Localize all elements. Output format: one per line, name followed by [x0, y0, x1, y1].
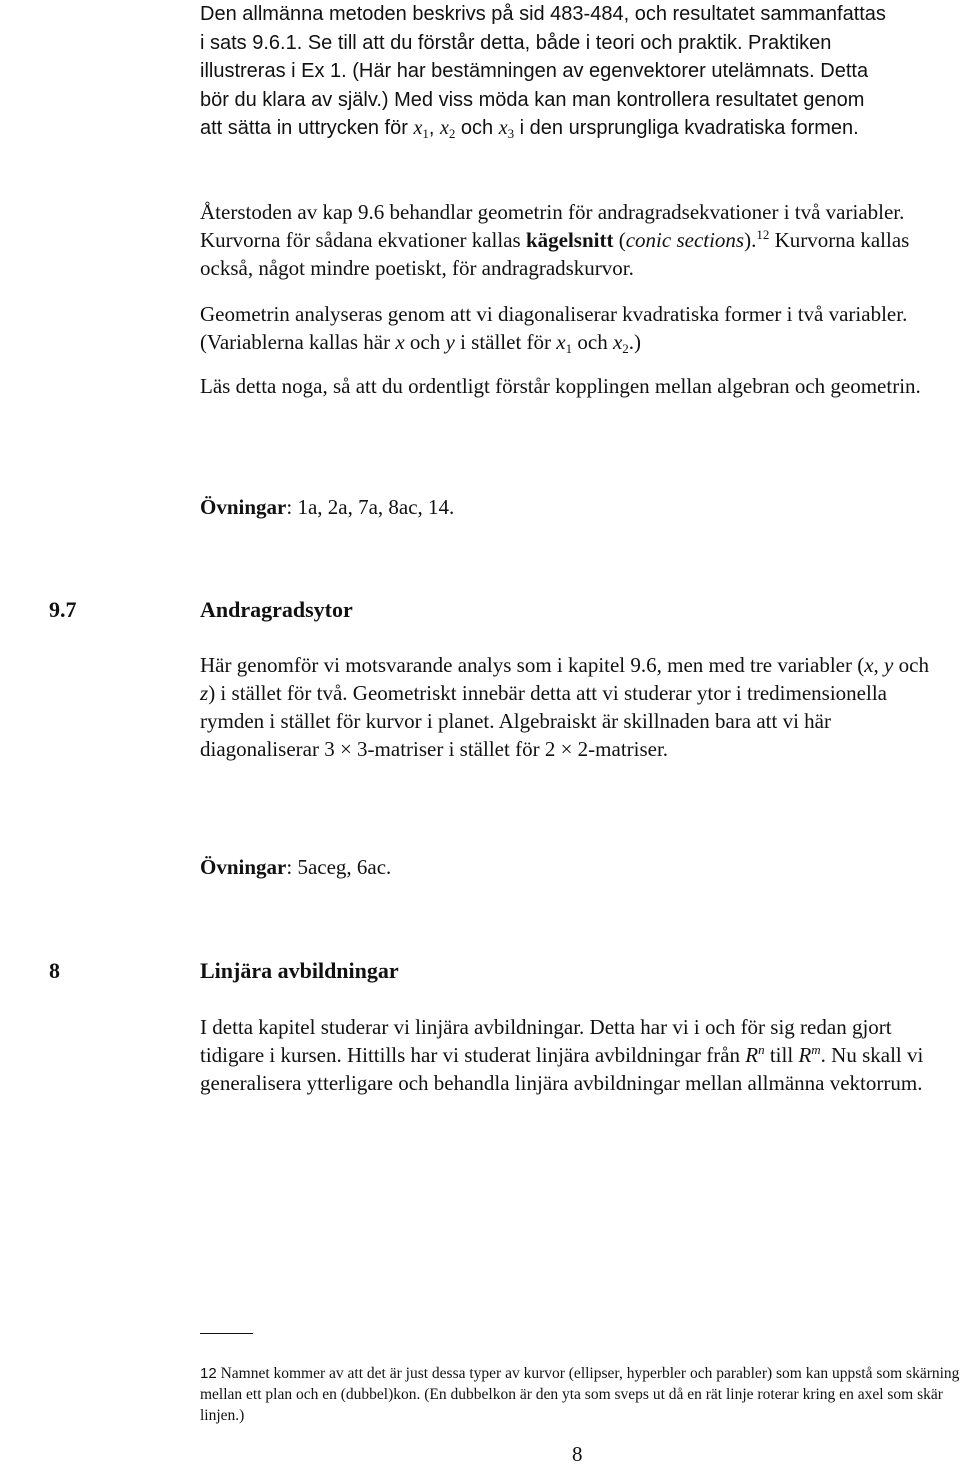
intro-line-4: bör du klara av själv.) Med viss möda kan man kontrollera resultatet genom	[200, 88, 865, 111]
section-9-7-number: 9.7	[49, 597, 77, 622]
chapter-8-title: Linjära avbildningar	[200, 958, 399, 983]
footnote-number: 12	[200, 1365, 217, 1382]
term-kagelsnitt: kägelsnitt	[525, 228, 614, 252]
footnote	[200, 1363, 960, 1426]
section-9-7-title: Andragradsytor	[200, 597, 353, 622]
section-9-7-exercises	[200, 853, 930, 881]
intro-paragraph	[200, 0, 930, 143]
matrix-size-3x3: 3 × 3	[324, 737, 368, 761]
intro-line-3: illustreras i Ex 1. (Här har bestämningen av egenvektorer utelämnats. Detta	[200, 60, 869, 82]
term-conic-sections: conic sections	[625, 228, 745, 252]
intro-line-1: Den allmänna metoden beskrivs på sid 483-484, och resultatet sammanfattas	[200, 3, 886, 25]
section-9-7-paragraph: Här genomför vi motsvarande analys som i kapitel 9.6, men med tre variabler (x, y och z) i stället för två. Geometriskt innebär detta att vi studerar ytor i tredimensionella rymden i stället för kurvor i planet. Algebraiskt är skillnaden bara att vi här diagonaliserar 3 × 3-matriser i stället för 2 × 2-matriser.	[200, 653, 929, 761]
intro-line-5: att sätta in uttrycken för $x_1$, $x_2$ och $x_3$ i den ursprungliga kvadratiska formen.	[200, 117, 859, 141]
exercises-list: : 5aceg, 6ac.	[286, 855, 392, 879]
exercises-label: Övningar	[200, 855, 287, 879]
chapter-8-paragraph: I detta kapitel studerar vi linjära avbildningar. Detta har vi i och för sig redan gjort tidigare i kursen. Hittills har vi studerat linjära avbildningar från $R^n$ till $R^m$. Nu skall vi generalisera ytterligare och behandla linjära avbildningar mellan allmänna vektorrum.	[200, 1015, 924, 1095]
footnote-reference[interactable]: 12	[756, 227, 770, 242]
section-9-6-paragraph-2: Geometrin analyseras genom att vi diagonaliserar kvadratiska former i två variabler. (Variablerna kallas här x och y i stället för $x_1$ och $x_2$.)	[200, 302, 908, 356]
page-number: 8	[572, 1442, 583, 1466]
section-9-6-exercises	[200, 493, 930, 521]
intro-line-2: i sats 9.6.1. Se till att du förstår detta, både i teori och praktik. Praktiken	[200, 31, 832, 54]
section-9-6-paragraph-1: Återstoden av kap 9.6 behandlar geometrin för andragradsekvationer i två variabler. Kurvorna för sådana ekvationer kallas kägelsnitt (conic sections).$^{12}$ Kurvorna kallas också, något mindre poetiskt, för andragradskurvor.	[200, 200, 910, 280]
footnote-divider	[200, 1333, 253, 1334]
footnote-text: Namnet kommer av att det är just dessa typer av kurvor (ellipser, hyperbler och parabler) som kan uppstå som skärning mellan ett plan och en (dubbel)kon. (En dubbelkon är den yta som sveps ut då en rät linje roterar kring en axel som skär linjen.)	[200, 1365, 960, 1424]
section-9-6-paragraph-3: Läs detta noga, så att du ordentligt förstår kopplingen mellan algebran och geometrin.	[200, 374, 921, 398]
exercises-list: : 1a, 2a, 7a, 8ac, 14.	[286, 495, 455, 519]
chapter-8-number: 8	[49, 958, 60, 983]
exercises-label: Övningar	[200, 495, 287, 519]
matrix-size-2x2: 2 × 2	[544, 737, 589, 761]
